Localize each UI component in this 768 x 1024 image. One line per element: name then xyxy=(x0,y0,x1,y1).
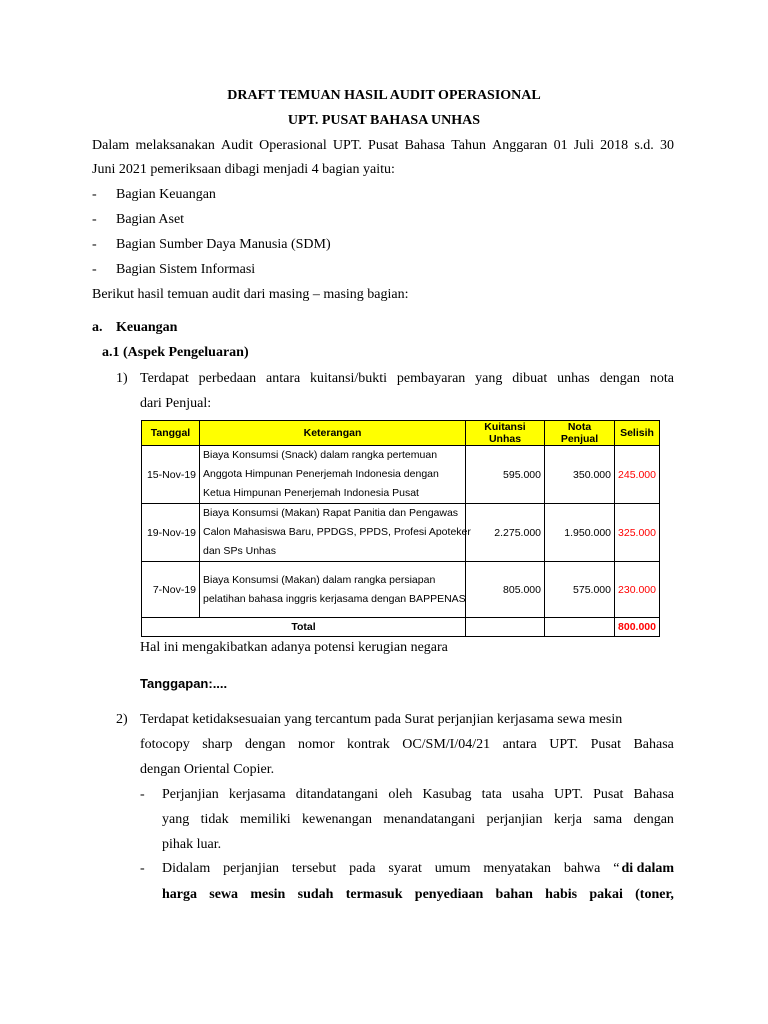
intro-line-2: Juni 2021 pemeriksaan dibagi menjadi 4 bagian yaitu: xyxy=(92,162,395,177)
header-nota: Nota Penjual xyxy=(545,421,615,446)
word: sama xyxy=(593,812,623,827)
word: habis xyxy=(545,887,578,902)
desc-line: dan SPs Unhas xyxy=(203,545,276,557)
cell-selisih: 245.000 xyxy=(615,446,660,504)
word: dibuat xyxy=(512,371,548,386)
word: fotocopy xyxy=(140,737,190,752)
desc-line: Biaya Konsumsi (Makan) dalam rangka persiapan xyxy=(203,573,436,586)
sub-2-line-2 xyxy=(162,887,674,903)
word: Pusat xyxy=(368,138,399,153)
word: kontrak xyxy=(346,737,390,752)
word: Didalam xyxy=(162,861,211,876)
table-row xyxy=(142,562,660,618)
word: kerjasama xyxy=(228,787,286,802)
word: ditandatangani xyxy=(295,787,379,802)
word: termasuk xyxy=(345,887,403,902)
word: kuitansi/bukti xyxy=(310,371,388,386)
cell-selisih: 325.000 xyxy=(615,504,660,562)
sub-1-line-3: pihak luar. xyxy=(162,837,222,852)
word: dengan xyxy=(599,371,641,386)
word: sewa xyxy=(209,887,239,902)
word: OC/SM/I/04/21 xyxy=(402,737,491,752)
table-total-row xyxy=(142,618,660,637)
word: perjanjian xyxy=(223,861,280,876)
cell-kuitansi: 805.000 xyxy=(466,562,545,618)
cell-date: 15-Nov-19 xyxy=(142,446,200,504)
word: Anggaran xyxy=(492,138,548,153)
word: memiliki xyxy=(240,812,291,827)
cell-kuitansi: 2.275.000 xyxy=(466,504,545,562)
cell-nota: 350.000 xyxy=(545,446,615,504)
cell-description xyxy=(200,446,466,504)
desc-line: pelatihan bahasa inggris kerjasama dengan BAPPENAS xyxy=(203,592,466,605)
word: (toner, xyxy=(635,887,674,902)
desc-line: Ketua Himpunan Penerjemah Indonesia Pusat xyxy=(203,487,419,499)
cell-description xyxy=(200,504,471,562)
word: pada xyxy=(349,861,376,876)
word: Bahasa xyxy=(404,138,445,153)
word: yang xyxy=(475,371,503,386)
cell-selisih: 230.000 xyxy=(615,562,660,618)
word: pakai xyxy=(589,887,623,902)
consequence-text: Hal ini mengakibatkan adanya potensi kerugian negara xyxy=(140,640,448,655)
desc-line: Anggota Himpunan Penerjemah Indonesia dengan xyxy=(203,468,439,480)
intro-line-1 xyxy=(92,138,674,154)
total-empty-cell xyxy=(545,618,615,637)
list-item-sistem-informasi: Bagian Sistem Informasi xyxy=(116,262,256,277)
list-dash: - xyxy=(92,237,97,252)
item-2-line-2 xyxy=(140,737,674,753)
total-value: 800.000 xyxy=(615,618,660,637)
item-1-marker: 1) xyxy=(116,371,128,386)
document-subtitle: UPT. PUSAT BAHASA UNHAS xyxy=(287,113,481,128)
word: menandatangani xyxy=(383,812,476,827)
item-2-line-1: Terdapat ketidaksesuaian yang tercantum pada Surat perjanjian kerjasama sewa mesin xyxy=(140,712,623,727)
heading-keuangan: Keuangan xyxy=(116,320,178,335)
word: dengan xyxy=(245,737,286,752)
word: Pusat xyxy=(590,737,621,752)
word: tata xyxy=(481,787,502,802)
word: Juli xyxy=(573,138,594,153)
sub-2-bold-phrase: di dalam xyxy=(621,861,674,876)
cell-nota: 575.000 xyxy=(545,562,615,618)
word: dengan xyxy=(633,812,674,827)
total-label: Total xyxy=(142,618,466,637)
word: umum xyxy=(434,861,471,876)
desc-line: Calon Mahasiswa Baru, PPDGS, PPDS, Profesi Apoteker xyxy=(203,526,471,538)
word: 2018 xyxy=(600,138,629,153)
sub-1-line-1 xyxy=(162,787,674,803)
word: harga xyxy=(162,887,197,902)
document-title: DRAFT TEMUAN HASIL AUDIT OPERASIONAL xyxy=(227,88,541,103)
item-1-line-2: dari Penjual: xyxy=(140,396,212,411)
sub-dash: - xyxy=(140,787,145,802)
list-dash: - xyxy=(92,212,97,227)
word: pembayaran xyxy=(396,371,466,386)
word: Perjanjian xyxy=(162,787,219,802)
cell-date: 7-Nov-19 xyxy=(142,562,200,618)
word: syarat xyxy=(388,861,422,876)
table-row xyxy=(142,446,660,504)
word: yang xyxy=(162,812,190,827)
word: oleh xyxy=(388,787,413,802)
header-keterangan: Keterangan xyxy=(200,421,466,446)
cell-date: 19-Nov-19 xyxy=(142,504,200,562)
cell-kuitansi: 595.000 xyxy=(466,446,545,504)
word: Audit xyxy=(221,138,253,153)
word: UPT. xyxy=(554,787,583,802)
word: bahwa xyxy=(563,861,601,876)
table-row xyxy=(142,504,660,562)
sub-2-line-1-words xyxy=(162,861,619,877)
cell-nota: 1.950.000 xyxy=(545,504,615,562)
word: nomor xyxy=(297,737,335,752)
word: Tahun xyxy=(451,138,486,153)
word: melaksanakan xyxy=(135,138,215,153)
list-item-aset: Bagian Aset xyxy=(116,212,185,227)
word: UPT. xyxy=(332,138,362,153)
list-item-sdm: Bagian Sumber Daya Manusia (SDM) xyxy=(116,237,331,252)
word: perbedaan xyxy=(198,371,257,386)
sub-2-line-1 xyxy=(162,861,674,877)
sub-dash: - xyxy=(140,861,145,876)
word: 30 xyxy=(660,138,674,153)
header-tanggal: Tanggal xyxy=(142,421,200,446)
word: kewenangan xyxy=(302,812,372,827)
word: UPT. xyxy=(549,737,579,752)
header-selisih: Selisih xyxy=(615,421,660,446)
word: antara xyxy=(266,371,301,386)
desc-line: Biaya Konsumsi (Makan) Rapat Panitia dan Pengawas xyxy=(203,507,459,519)
word: usaha xyxy=(512,787,544,802)
word: tidak xyxy=(200,812,229,827)
word: “ xyxy=(613,861,620,876)
word: bahan xyxy=(495,887,533,902)
desc-line: Biaya Konsumsi (Snack) dalam rangka pertemuan xyxy=(203,449,438,461)
word: Pusat xyxy=(593,787,624,802)
word: Bahasa xyxy=(633,737,674,752)
word: menyatakan xyxy=(483,861,551,876)
word: unhas xyxy=(557,371,590,386)
findings-table xyxy=(141,420,660,637)
heading-aspek-pengeluaran: a.1 (Aspek Pengeluaran) xyxy=(102,345,249,360)
word: antara xyxy=(502,737,537,752)
word: sharp xyxy=(202,737,233,752)
word: penyediaan xyxy=(414,887,484,902)
word: kerja xyxy=(553,812,582,827)
word: sudah xyxy=(297,887,334,902)
word: s.d. xyxy=(634,138,654,153)
word: Kasubag xyxy=(422,787,472,802)
table-header-row xyxy=(142,421,660,446)
list-dash: - xyxy=(92,262,97,277)
item-2-line-3: dengan Oriental Copier. xyxy=(140,762,275,777)
tanggapan-label: Tanggapan:.... xyxy=(140,676,228,691)
list-item-keuangan: Bagian Keuangan xyxy=(116,187,216,202)
word: perjanjian xyxy=(486,812,543,827)
word: 01 xyxy=(553,138,568,153)
cell-description xyxy=(200,562,466,618)
word: Operasional xyxy=(259,138,327,153)
word: tersebut xyxy=(291,861,337,876)
word: mesin xyxy=(250,887,286,902)
total-empty-cell xyxy=(466,618,545,637)
item-2-marker: 2) xyxy=(116,712,128,727)
word: Bahasa xyxy=(633,787,674,802)
word: nota xyxy=(649,371,674,386)
header-kuitansi: Kuitansi Unhas xyxy=(466,421,545,446)
sub-1-line-2 xyxy=(162,812,674,828)
word: Dalam xyxy=(92,138,130,153)
word: Terdapat xyxy=(140,371,189,386)
lead-sentence: Berikut hasil temuan audit dari masing – masing bagian: xyxy=(92,287,409,302)
item-1-line-1 xyxy=(140,371,674,387)
heading-a-marker: a. xyxy=(92,320,103,335)
list-dash: - xyxy=(92,187,97,202)
